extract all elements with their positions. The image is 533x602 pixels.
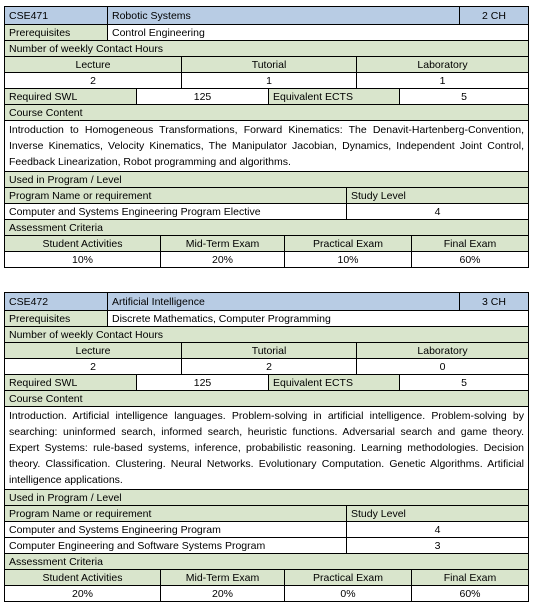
- program-row: [5, 203, 528, 219]
- midterm-exam-value: 20%: [160, 586, 284, 601]
- content-header: [5, 104, 528, 120]
- program-name: Computer and Systems Engineering Program: [9, 523, 221, 536]
- used-in-label: Used in Program / Level: [5, 490, 528, 505]
- prerequisites-label: Prerequisites: [5, 311, 107, 326]
- swl-label: Required SWL: [5, 89, 136, 104]
- practical-exam-label: Practical Exam: [284, 236, 411, 251]
- prerequisites-value: Discrete Mathematics, Computer Programming: [107, 311, 528, 326]
- program-name-label: Program Name or requirement: [5, 188, 346, 203]
- assessment-types-row: [5, 235, 528, 251]
- course-title: Artificial Intelligence: [107, 293, 459, 310]
- contact-hours-header: [5, 40, 528, 56]
- program-header-row: [5, 505, 528, 521]
- swl-row: [5, 88, 528, 104]
- program-name: Computer Engineering and Software Systems Program: [9, 539, 266, 552]
- tutorial-label: Tutorial: [181, 343, 356, 358]
- student-activities-value: 20%: [71, 587, 93, 600]
- final-exam-label: Final Exam: [411, 236, 528, 251]
- practical-exam-label: Practical Exam: [284, 570, 411, 585]
- laboratory-label: Laboratory: [356, 343, 528, 358]
- course-content-label: Course Content: [5, 391, 528, 406]
- midterm-exam-value: 20%: [160, 252, 284, 267]
- program-name-label: Program Name or requirement: [5, 506, 346, 521]
- course-content-text: Introduction to Homogeneous Transformations, Forward Kinematics: The Denavit-Hartenberg-Convention, Inverse Kinematics, Velocity Kinematics, The Manipulator Jacobian, Dynamics, Independent Joint Control, Feedback Linearization, Robot programming and algorithms.: [9, 124, 524, 168]
- tutorial-hours: 2: [181, 359, 356, 374]
- hours-value-row: [5, 358, 528, 374]
- ects-value: 5: [399, 375, 528, 390]
- course-table-cse471: [4, 6, 529, 268]
- content-header: [5, 390, 528, 406]
- student-activities-label: Student Activities: [5, 570, 160, 585]
- laboratory-hours: 1: [356, 73, 528, 88]
- laboratory-label: Laboratory: [356, 57, 528, 72]
- ects-label: Equivalent ECTS: [268, 375, 399, 390]
- used-in-header: [5, 171, 528, 187]
- assessment-header: [5, 219, 528, 235]
- swl-label: Required SWL: [5, 375, 136, 390]
- ects-value: 5: [399, 89, 528, 104]
- course-header-row: [5, 293, 528, 310]
- ects-label: Equivalent ECTS: [268, 89, 399, 104]
- credit-hours: 2 CH: [459, 7, 528, 24]
- prerequisites-row: [5, 24, 528, 40]
- midterm-exam-label: Mid-Term Exam: [160, 236, 284, 251]
- study-level: 4: [346, 522, 528, 537]
- content-row: [5, 120, 528, 171]
- course-content-text: Introduction. Artificial intelligence languages. Problem-solving in artificial intelligence. Problem-solving by searching: uninformed search, informed search, heuristic functions. Adversarial search and game theory. Expert Systems: rule-based systems, inference, probabilistic reasoning. Learning methodologies. Decision theory. Classification. Clustering. Neural Networks. Evolutionary Computation. Genetic Algorithms. Artificial intelligence applications.: [9, 410, 524, 486]
- lecture-hours: 2: [90, 74, 96, 87]
- swl-value: 125: [136, 89, 268, 104]
- final-exam-value: 60%: [411, 252, 528, 267]
- hours-type-row: [5, 56, 528, 72]
- used-in-label: Used in Program / Level: [5, 172, 528, 187]
- assessment-criteria-label: Assessment Criteria: [5, 554, 528, 569]
- practical-exam-value: 0%: [284, 586, 411, 601]
- study-level: 3: [346, 538, 528, 553]
- laboratory-hours: 0: [356, 359, 528, 374]
- student-activities-label: Student Activities: [5, 236, 160, 251]
- lecture-label: Lecture: [5, 343, 181, 358]
- program-row: [5, 521, 528, 537]
- practical-exam-value: 10%: [284, 252, 411, 267]
- course-table-cse472: [4, 292, 529, 602]
- midterm-exam-label: Mid-Term Exam: [160, 570, 284, 585]
- study-level-label: Study Level: [346, 506, 528, 521]
- tutorial-hours: 1: [181, 73, 356, 88]
- program-header-row: [5, 187, 528, 203]
- content-row: [5, 406, 528, 489]
- assessment-types-row: [5, 569, 528, 585]
- swl-value: 125: [136, 375, 268, 390]
- credit-hours: 3 CH: [459, 293, 528, 310]
- prerequisites-label: Prerequisites: [5, 25, 107, 40]
- lecture-label: Lecture: [5, 57, 181, 72]
- final-exam-value: 60%: [411, 586, 528, 601]
- contact-hours-header: [5, 326, 528, 342]
- assessment-values-row: [5, 251, 528, 267]
- prerequisites-row: [5, 310, 528, 326]
- final-exam-label: Final Exam: [411, 570, 528, 585]
- tutorial-label: Tutorial: [181, 57, 356, 72]
- hours-value-row: [5, 72, 528, 88]
- contact-hours-label: Number of weekly Contact Hours: [5, 327, 528, 342]
- assessment-header: [5, 553, 528, 569]
- course-code: CSE472: [5, 293, 107, 310]
- study-level-label: Study Level: [346, 188, 528, 203]
- course-code: CSE471: [5, 7, 107, 24]
- lecture-hours: 2: [90, 360, 96, 373]
- student-activities-value: 10%: [71, 253, 93, 266]
- program-name: Computer and Systems Engineering Program Elective: [9, 205, 261, 218]
- course-title: Robotic Systems: [107, 7, 459, 24]
- prerequisites-value: Control Engineering: [107, 25, 528, 40]
- contact-hours-label: Number of weekly Contact Hours: [5, 41, 528, 56]
- program-row: [5, 537, 528, 553]
- used-in-header: [5, 489, 528, 505]
- course-content-label: Course Content: [5, 105, 528, 120]
- study-level: 4: [346, 204, 528, 219]
- assessment-criteria-label: Assessment Criteria: [5, 220, 528, 235]
- course-header-row: [5, 7, 528, 24]
- swl-row: [5, 374, 528, 390]
- hours-type-row: [5, 342, 528, 358]
